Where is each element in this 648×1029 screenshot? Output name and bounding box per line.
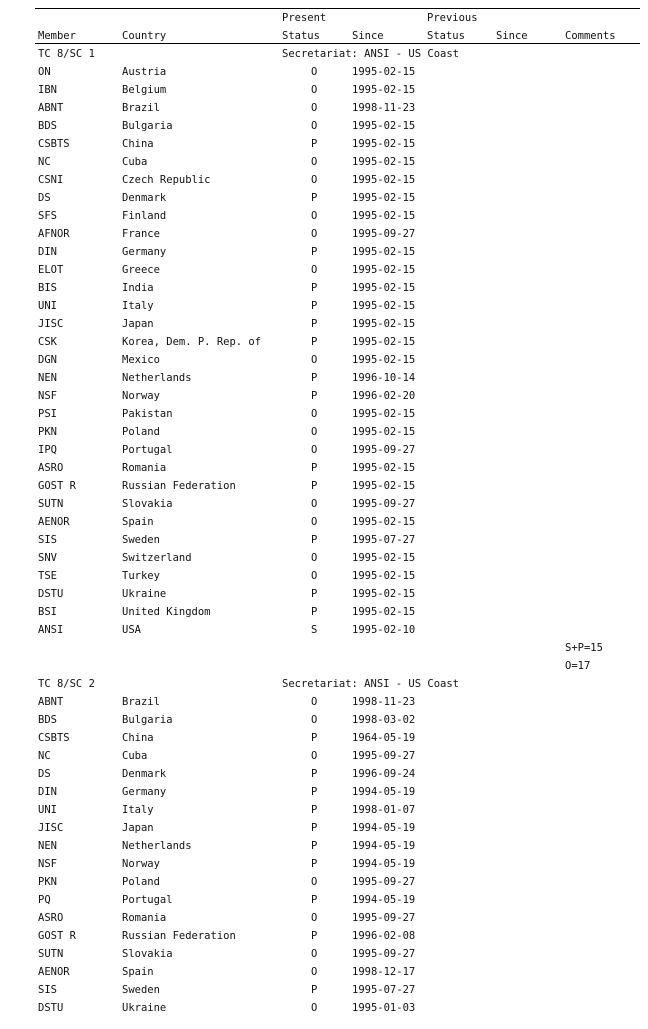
country-cell: Brazil [122,102,160,114]
member-cell: GOST R [38,930,76,942]
since-cell: 1995-02-15 [352,84,416,96]
status-cell: O [311,408,318,420]
status-cell: P [311,390,318,402]
member-cell: CSNI [38,174,64,186]
table-row [0,729,648,747]
country-cell: Germany [122,786,167,798]
status-cell: P [311,858,318,870]
table-row [0,567,648,585]
member-cell: PKN [38,876,57,888]
table-row [0,297,648,315]
since-cell: 1996-02-08 [352,930,416,942]
member-cell: AENOR [38,966,70,978]
status-cell: O [311,210,318,222]
member-cell: GOST R [38,480,76,492]
header-country: Country [122,30,167,42]
country-cell: Cuba [122,156,148,168]
table-row [0,693,648,711]
since-cell: 1995-07-27 [352,984,416,996]
member-cell: ABNT [38,696,64,708]
since-cell: 1994-05-19 [352,840,416,852]
member-cell: DGN [38,354,57,366]
country-cell: Czech Republic [122,174,211,186]
table-row [0,801,648,819]
since-cell: 1995-09-27 [352,228,416,240]
country-cell: Spain [122,966,154,978]
table-row [0,621,648,639]
country-cell: India [122,282,154,294]
status-cell: O [311,84,318,96]
table-row [0,369,648,387]
table-row [0,81,648,99]
status-cell: O [311,354,318,366]
header-present-status: Status [282,30,320,42]
country-cell: Greece [122,264,160,276]
table-row [0,189,648,207]
member-cell: ANSI [38,624,64,636]
status-cell: P [311,318,318,330]
since-cell: 1994-05-19 [352,822,416,834]
country-cell: Ukraine [122,1002,167,1014]
since-cell: 1995-02-15 [352,300,416,312]
member-cell: DSTU [38,1002,64,1014]
member-cell: BIS [38,282,57,294]
member-cell: BSI [38,606,57,618]
country-cell: Norway [122,858,160,870]
since-cell: 1964-05-19 [352,732,416,744]
member-cell: AENOR [38,516,70,528]
table-row [0,477,648,495]
since-cell: 1995-09-27 [352,498,416,510]
country-cell: Netherlands [122,840,192,852]
country-cell: Japan [122,318,154,330]
table-row [0,747,648,765]
status-cell: P [311,606,318,618]
member-cell: NC [38,156,51,168]
since-cell: 1995-02-15 [352,480,416,492]
since-cell: 1994-05-19 [352,894,416,906]
status-cell: P [311,840,318,852]
since-cell: 1995-02-15 [352,588,416,600]
member-cell: NSF [38,858,57,870]
table-row [0,585,648,603]
status-cell: O [311,444,318,456]
member-cell: SNV [38,552,57,564]
since-cell: 1994-05-19 [352,786,416,798]
country-cell: USA [122,624,141,636]
country-cell: Germany [122,246,167,258]
status-cell: P [311,768,318,780]
table-row [0,423,648,441]
status-cell: P [311,246,318,258]
since-cell: 1996-10-14 [352,372,416,384]
member-cell: BDS [38,120,57,132]
country-cell: Russian Federation [122,480,236,492]
member-cell: PSI [38,408,57,420]
country-cell: Denmark [122,768,167,780]
country-cell: Ukraine [122,588,167,600]
country-cell: Spain [122,516,154,528]
member-cell: ABNT [38,102,64,114]
table-row [0,225,648,243]
since-cell: 1995-02-15 [352,408,416,420]
table-row [0,387,648,405]
country-cell: Belgium [122,84,167,96]
table-row [0,513,648,531]
since-cell: 1998-01-07 [352,804,416,816]
table-row [0,531,648,549]
status-cell: P [311,462,318,474]
table-row [0,207,648,225]
country-cell: Bulgaria [122,714,173,726]
status-cell: P [311,930,318,942]
since-cell: 1995-02-15 [352,120,416,132]
summary-row [0,639,648,657]
section-secretariat: Secretariat: ANSI - US Coast [282,678,460,690]
status-cell: P [311,822,318,834]
status-cell: P [311,786,318,798]
country-cell: Norway [122,390,160,402]
since-cell: 1995-02-15 [352,354,416,366]
table-row [0,63,648,81]
table-row [0,855,648,873]
member-cell: SFS [38,210,57,222]
section-title: TC 8/SC 2 [38,678,95,690]
country-cell: Italy [122,804,154,816]
table-row [0,171,648,189]
status-cell: P [311,480,318,492]
status-cell: O [311,426,318,438]
country-cell: Pakistan [122,408,173,420]
member-cell: PKN [38,426,57,438]
table-row [0,711,648,729]
table-row [0,783,648,801]
table-row [0,243,648,261]
table-row [0,999,648,1017]
member-cell: ASRO [38,912,64,924]
country-cell: Turkey [122,570,160,582]
since-cell: 1998-03-02 [352,714,416,726]
header-previous-status: Status [427,30,465,42]
section-secretariat: Secretariat: ANSI - US Coast [282,48,460,60]
since-cell: 1995-02-15 [352,282,416,294]
header-previous: Previous [427,12,478,24]
member-cell: BDS [38,714,57,726]
member-cell: DIN [38,246,57,258]
status-cell: P [311,336,318,348]
country-cell: Brazil [122,696,160,708]
member-cell: PQ [38,894,51,906]
status-cell: O [311,912,318,924]
status-cell: P [311,300,318,312]
status-cell: O [311,714,318,726]
country-cell: China [122,732,154,744]
since-cell: 1995-09-27 [352,948,416,960]
status-cell: O [311,516,318,528]
table-row [0,99,648,117]
since-cell: 1995-09-27 [352,876,416,888]
member-cell: DIN [38,786,57,798]
table-row [0,117,648,135]
since-cell: 1995-02-15 [352,210,416,222]
country-cell: Cuba [122,750,148,762]
country-cell: Switzerland [122,552,192,564]
since-cell: 1995-02-15 [352,66,416,78]
table-row [0,459,648,477]
member-cell: NC [38,750,51,762]
status-cell: P [311,984,318,996]
header-since: Since [352,30,384,42]
member-cell: DS [38,768,51,780]
country-cell: France [122,228,160,240]
country-cell: Slovakia [122,948,173,960]
table-row [0,495,648,513]
header-previous-since: Since [496,30,528,42]
status-cell: O [311,552,318,564]
member-cell: AFNOR [38,228,70,240]
since-cell: 1995-02-15 [352,318,416,330]
summary-comment: O=17 [565,660,591,672]
country-cell: Romania [122,462,167,474]
member-cell: CSBTS [38,732,70,744]
country-cell: Slovakia [122,498,173,510]
country-cell: Finland [122,210,167,222]
member-cell: SUTN [38,948,64,960]
status-cell: O [311,570,318,582]
status-cell: O [311,102,318,114]
since-cell: 1995-07-27 [352,534,416,546]
status-cell: P [311,282,318,294]
since-cell: 1995-02-15 [352,336,416,348]
member-cell: SUTN [38,498,64,510]
since-cell: 1995-02-15 [352,264,416,276]
status-cell: O [311,948,318,960]
summary-row [0,657,648,675]
since-cell: 1995-09-27 [352,750,416,762]
since-cell: 1995-02-15 [352,246,416,258]
since-cell: 1995-01-03 [352,1002,416,1014]
member-cell: SIS [38,534,57,546]
country-cell: Denmark [122,192,167,204]
section-header [0,45,648,63]
status-cell: P [311,534,318,546]
table-row [0,549,648,567]
member-cell: SIS [38,984,57,996]
country-cell: Sweden [122,984,160,996]
status-cell: O [311,696,318,708]
status-cell: O [311,174,318,186]
since-cell: 1996-09-24 [352,768,416,780]
member-cell: CSK [38,336,57,348]
member-cell: JISC [38,822,64,834]
top-rule [35,8,640,9]
member-cell: IBN [38,84,57,96]
status-cell: O [311,966,318,978]
country-cell: Austria [122,66,167,78]
status-cell: O [311,1002,318,1014]
table-row [0,945,648,963]
since-cell: 1995-02-15 [352,426,416,438]
since-cell: 1995-02-15 [352,570,416,582]
since-cell: 1995-02-15 [352,552,416,564]
since-cell: 1995-02-15 [352,516,416,528]
table-row [0,135,648,153]
since-cell: 1995-02-15 [352,192,416,204]
country-cell: Bulgaria [122,120,173,132]
table-row [0,603,648,621]
member-cell: UNI [38,804,57,816]
header-member: Member [38,30,76,42]
member-cell: ELOT [38,264,64,276]
section-title: TC 8/SC 1 [38,48,95,60]
member-cell: DS [38,192,51,204]
table-row [0,765,648,783]
status-cell: O [311,264,318,276]
table-row [0,261,648,279]
table-row [0,153,648,171]
member-cell: UNI [38,300,57,312]
table-row [0,315,648,333]
status-cell: P [311,138,318,150]
country-cell: Korea, Dem. P. Rep. of [122,336,262,348]
country-cell: Netherlands [122,372,192,384]
since-cell: 1995-02-10 [352,624,416,636]
status-cell: O [311,876,318,888]
table-row [0,873,648,891]
status-cell: O [311,120,318,132]
since-cell: 1995-02-15 [352,156,416,168]
country-cell: Russian Federation [122,930,236,942]
country-cell: Sweden [122,534,160,546]
country-cell: Poland [122,876,160,888]
since-cell: 1995-02-15 [352,462,416,474]
country-cell: United Kingdom [122,606,211,618]
since-cell: 1995-02-15 [352,174,416,186]
member-cell: IPQ [38,444,57,456]
member-cell: JISC [38,318,64,330]
table-row [0,927,648,945]
since-cell: 1998-11-23 [352,696,416,708]
country-cell: Poland [122,426,160,438]
country-cell: Mexico [122,354,160,366]
table-row [0,819,648,837]
status-cell: P [311,588,318,600]
country-cell: Portugal [122,444,173,456]
table-row [0,837,648,855]
status-cell: P [311,732,318,744]
status-cell: O [311,156,318,168]
since-cell: 1998-12-17 [352,966,416,978]
table-row [0,981,648,999]
status-cell: P [311,372,318,384]
table-row [0,279,648,297]
member-cell: CSBTS [38,138,70,150]
status-cell: P [311,804,318,816]
since-cell: 1994-05-19 [352,858,416,870]
country-cell: Japan [122,822,154,834]
member-cell: TSE [38,570,57,582]
country-cell: Italy [122,300,154,312]
since-cell: 1995-02-15 [352,138,416,150]
status-cell: P [311,894,318,906]
since-cell: 1995-09-27 [352,444,416,456]
table-row [0,333,648,351]
section-header [0,675,648,693]
since-cell: 1995-09-27 [352,912,416,924]
table-row [0,351,648,369]
country-cell: Portugal [122,894,173,906]
status-cell: O [311,750,318,762]
table-row [0,963,648,981]
header-comments: Comments [565,30,616,42]
member-cell: NEN [38,372,57,384]
country-cell: China [122,138,154,150]
member-cell: ON [38,66,51,78]
member-cell: ASRO [38,462,64,474]
member-cell: NSF [38,390,57,402]
status-cell: O [311,228,318,240]
status-cell: O [311,498,318,510]
header-rule [35,43,640,44]
since-cell: 1995-02-15 [352,606,416,618]
since-cell: 1996-02-20 [352,390,416,402]
country-cell: Romania [122,912,167,924]
status-cell: S [311,624,318,636]
member-cell: NEN [38,840,57,852]
table-row [0,441,648,459]
summary-comment: S+P=15 [565,642,603,654]
table-row [0,405,648,423]
table-row [0,891,648,909]
member-cell: DSTU [38,588,64,600]
status-cell: P [311,192,318,204]
status-cell: O [311,66,318,78]
table-row [0,909,648,927]
header-present: Present [282,12,327,24]
since-cell: 1998-11-23 [352,102,416,114]
